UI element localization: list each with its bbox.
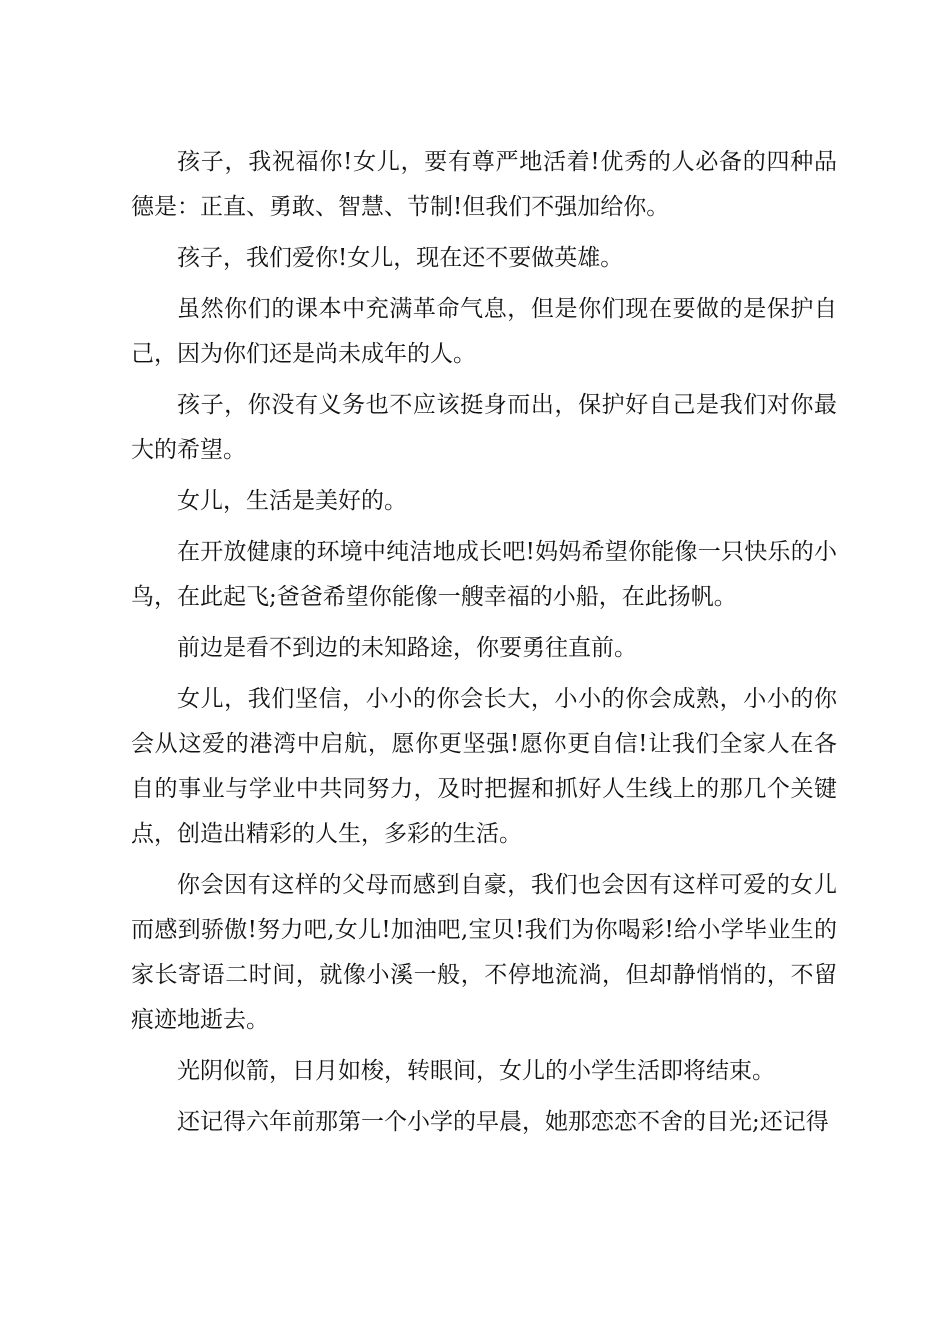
paragraph: 前边是看不到边的未知路途，你要勇往直前。 [177,635,637,661]
paragraph: 还记得六年前那第一个小学的早晨，她那恋恋不舍的目光;还记得 [177,1109,829,1135]
paragraph: 女儿，我们坚信，小小的你会长大，小小的你会成熟，小小的你会从这爱的港湾中启航，愿你更坚强!愿你更自信!让我们全家人在各自的事业与学业中共同努力，及时把握和抓好人生线上的那几个关键点，创造出精彩的人生，多彩的生活。 [131,686,837,847]
paragraph: 孩子，我祝福你!女儿，要有尊严地活着!优秀的人必备的四种品德是：正直、勇敢、智慧、节制!但我们不强加给你。 [131,149,837,220]
paragraph: 在开放健康的环境中纯洁地成长吧!妈妈希望你能像一只快乐的小鸟，在此起飞;爸爸希望你能像一艘幸福的小船，在此扬帆。 [131,539,837,610]
paragraph: 孩子，你没有义务也不应该挺身而出，保护好自己是我们对你最大的希望。 [131,392,837,463]
paragraph: 孩子，我们爱你!女儿，现在还不要做英雄。 [177,245,624,271]
paragraph: 女儿，生活是美好的。 [177,488,407,514]
paragraph: 光阴似箭，日月如梭，转眼间，女儿的小学生活即将结束。 [177,1058,775,1084]
document-body [131,140,837,1151]
paragraph: 虽然你们的课本中充满革命气息，但是你们现在要做的是保护自己，因为你们还是尚未成年的人。 [131,296,837,367]
paragraph: 你会因有这样的父母而感到自豪，我们也会因有这样可爱的女儿而感到骄傲!努力吧,女儿!加油吧,宝贝!我们为你喝彩!给小学毕业生的家长寄语二时间，就像小溪一般，不停地流淌，但却静悄悄的，不留痕迹地逝去。 [131,872,837,1033]
